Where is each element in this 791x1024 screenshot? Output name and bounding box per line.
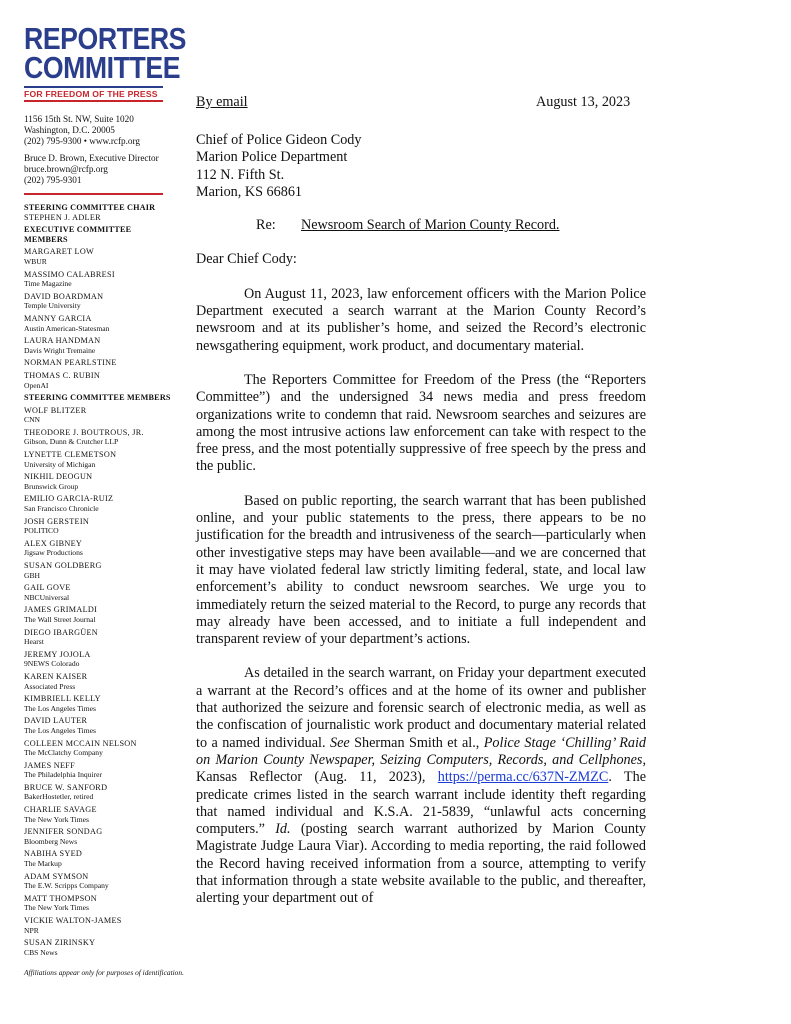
member-affiliation: Time Magazine <box>24 279 72 289</box>
member-name: DIEGO IBARGÜEN <box>24 627 99 637</box>
recipient-address <box>196 132 646 201</box>
director-contact <box>24 153 174 186</box>
committee-member <box>24 583 174 602</box>
article-title: Police Stage ‘Chilling’ Raid on Marion County Newspaper, Seizing Computers, Records, and Cellphones <box>196 734 646 768</box>
committee-member <box>24 472 174 491</box>
member-name: ADAM SYMSON <box>24 871 89 881</box>
member-name: DAVID BOARDMAN <box>24 291 104 301</box>
member-affiliation: NBCUniversal <box>24 592 70 602</box>
committee-member <box>24 336 174 355</box>
committee-member <box>24 450 174 469</box>
member-name: JAMES GRIMALDI <box>24 605 98 615</box>
logo-line-1: REPORTERS <box>24 21 187 56</box>
committee-member <box>24 827 174 846</box>
member-affiliation: Associated Press <box>24 681 76 691</box>
letter-body <box>196 94 646 908</box>
recipient-line: Chief of Police Gideon Cody <box>196 132 362 148</box>
committee-member <box>24 938 174 957</box>
text-run: (posting search warrant authorized by Marion County Magistrate Judge Laura Viar). According to media reporting, the raid followed the Record having received information from a source, attempting to verify that information through a state website available to the public, and thereafter, alerting your department out of <box>196 821 646 907</box>
committee-member <box>24 628 174 647</box>
member-affiliation: Bloomberg News <box>24 836 78 846</box>
member-name: MANNY GARCIA <box>24 313 92 323</box>
committee-member <box>24 517 174 536</box>
member-name: BRUCE W. SANFORD <box>24 782 108 792</box>
committee-member <box>24 561 174 580</box>
divider <box>24 193 163 195</box>
member-affiliation: CNN <box>24 415 41 425</box>
paragraph: On August 11, 2023, law enforcement officers with the Marion Police Department executed a search warrant at the Marion County Record’s newsroom and at its publisher’s home, and seized the Record’s electronic newsgathering equipment, work product, and documentary material. <box>196 285 646 354</box>
director-line: Bruce D. Brown, Executive Director <box>24 153 159 163</box>
steering-members-list <box>24 406 174 958</box>
member-affiliation: Temple University <box>24 301 81 311</box>
member-name: SUSAN GOLDBERG <box>24 561 102 570</box>
member-affiliation: Davis Wright Tremaine <box>24 345 96 355</box>
member-name: JENNIFER SONDAG <box>24 827 103 837</box>
director-line: bruce.brown@rcfp.org <box>24 164 108 174</box>
member-name: ALEX GIBNEY <box>24 538 83 548</box>
executive-members-list <box>24 247 174 390</box>
member-affiliation: University of Michigan <box>24 459 96 469</box>
steering-chair-heading: STEERING COMMITTEE CHAIR <box>24 203 156 212</box>
text-run: As detailed in the search warrant, on Friday your department executed a warrant at the Record’s offices and at the home of its owner and publisher that authorized the seizure and forensic search of electronic media, as well as the confiscation of journalistic work product and documentary material related to a named individual. <box>196 665 646 751</box>
member-name: MASSIMO CALABRESI <box>24 269 115 279</box>
member-affiliation: Gibson, Dunn & Crutcher LLP <box>24 437 119 447</box>
member-affiliation: WBUR <box>24 256 47 266</box>
logo-tagline: FOR FREEDOM OF THE PRESS <box>24 89 158 99</box>
address-line: (202) 795-9300 • www.rcfp.org <box>24 136 140 146</box>
member-affiliation: Brunswick Group <box>24 481 79 491</box>
member-affiliation: POLITICO <box>24 526 59 536</box>
member-affiliation: The McClatchy Company <box>24 748 103 758</box>
member-name: KAREN KAISER <box>24 671 88 681</box>
member-affiliation: The E.W. Scripps Company <box>24 881 109 891</box>
executive-heading: EXECUTIVE COMMITTEE MEMBERS <box>24 225 132 244</box>
steering-chair-name: STEPHEN J. ADLER <box>24 212 101 222</box>
member-affiliation: GBH <box>24 570 41 580</box>
steering-members-heading: STEERING COMMITTEE MEMBERS <box>24 393 171 403</box>
logo-tagline-bar <box>24 86 163 102</box>
citation-signal: See <box>329 734 350 751</box>
recipient-line: Marion Police Department <box>196 149 348 166</box>
rcfp-logo <box>24 21 187 102</box>
committee-member <box>24 371 174 390</box>
logo-line-2: COMMITTEE <box>24 50 181 85</box>
member-affiliation: OpenAI <box>24 380 49 390</box>
member-affiliation: 9NEWS Colorado <box>24 659 80 669</box>
committee-member <box>24 761 174 780</box>
member-name: THOMAS C. RUBIN <box>24 370 101 380</box>
citation-link[interactable]: https://perma.cc/637N-ZMZC <box>437 769 609 786</box>
org-address <box>24 114 174 147</box>
member-name: MATT THOMPSON <box>24 893 97 903</box>
member-name: GAIL GOVE <box>24 583 71 593</box>
paragraph <box>196 665 646 907</box>
text-run: , Kansas Reflector (Aug. 11, 2023), <box>196 751 646 786</box>
member-affiliation: The Wall Street Journal <box>24 614 96 624</box>
salutation: Dear Chief Cody: <box>196 251 297 268</box>
letter-header <box>196 94 646 112</box>
member-affiliation: The Los Angeles Times <box>24 725 96 735</box>
text-run: Sherman Smith et al., <box>349 734 484 751</box>
address-line: Washington, D.C. 20005 <box>24 125 115 135</box>
committee-member <box>24 805 174 824</box>
committee-member <box>24 916 174 935</box>
committee-member <box>24 849 174 868</box>
re-subject: Newsroom Search of Marion County Record. <box>301 217 560 234</box>
recipient-line: Marion, KS 66861 <box>196 183 303 200</box>
member-name: VICKIE WALTON-JAMES <box>24 916 122 925</box>
citation-signal: Id. <box>275 821 291 838</box>
committee-member <box>24 783 174 802</box>
committee-member <box>24 358 174 368</box>
member-name: JOSH GERSTEIN <box>24 516 90 526</box>
committee-member <box>24 247 174 266</box>
member-affiliation: The New York Times <box>24 814 89 824</box>
member-affiliation: The Markup <box>24 859 62 869</box>
address-line: 1156 15th St. NW, Suite 1020 <box>24 114 134 124</box>
committee-member <box>24 739 174 758</box>
member-name: JAMES NEFF <box>24 760 76 770</box>
member-name: NIKHIL DEOGUN <box>24 472 93 482</box>
committee-member <box>24 494 174 513</box>
member-name: MARGARET LOW <box>24 247 95 257</box>
delivery-method: By email <box>196 94 248 110</box>
re-line <box>196 217 646 234</box>
member-affiliation: The Philadelphia Inquirer <box>24 770 103 780</box>
committee-member <box>24 428 174 447</box>
member-affiliation: Austin American-Statesman <box>24 323 110 333</box>
member-name: NORMAN PEARLSTINE <box>24 358 117 368</box>
recipient-line: 112 N. Fifth St. <box>196 166 285 183</box>
member-affiliation: The Los Angeles Times <box>24 703 96 713</box>
committee-member <box>24 650 174 669</box>
member-affiliation: BakerHostetler, retired <box>24 792 94 802</box>
member-name: KIMBRIELL KELLY <box>24 694 101 704</box>
member-name: WOLF BLITZER <box>24 405 87 415</box>
committee-member <box>24 872 174 891</box>
member-affiliation: NPR <box>24 925 39 935</box>
member-name: LAURA HANDMAN <box>24 336 101 346</box>
member-name: CHARLIE SAVAGE <box>24 805 97 815</box>
member-name: LYNETTE CLEMETSON <box>24 450 117 460</box>
committee-member <box>24 270 174 289</box>
committee-member <box>24 406 174 425</box>
letterhead-sidebar <box>24 21 187 957</box>
member-name: COLLEEN MCCAIN NELSON <box>24 738 137 748</box>
committee-member <box>24 672 174 691</box>
disclaimer: Affiliations appear only for purposes of identification. <box>24 968 184 977</box>
committee-member <box>24 605 174 624</box>
paragraph: Based on public reporting, the search warrant that has been published online, and your public statements to the press, there appears to be no justification for the breadth and intrusiveness of the search—particularly when other investigative steps may have been available—and we are concerned that it may have violated federal law strictly limiting federal, state, and local law enforcement’s ability to conduct newsroom searches. We urge you to immediately return the seized material to the Record, to purge any records that may already have been accessed, and to initiate a full independent and transparent review of your department’s actions. <box>196 492 646 648</box>
committee-member <box>24 292 174 311</box>
committee-member <box>24 894 174 913</box>
member-affiliation: The New York Times <box>24 903 89 913</box>
committee-member <box>24 314 174 333</box>
member-affiliation: Jigsaw Productions <box>24 548 83 558</box>
member-affiliation: CBS News <box>24 947 58 957</box>
member-name: NABIHA SYED <box>24 849 83 859</box>
member-affiliation: San Francisco Chronicle <box>24 504 99 514</box>
paragraph: The Reporters Committee for Freedom of the Press (the “Reporters Committee”) and the undersigned 34 news media and press freedom organizations write to condemn that raid. Newsroom searches and seizures are among the most intrusive actions law enforcement can take with respect to the free press, and the most potentially suppressive of free speech by the press and the public. <box>196 371 646 475</box>
letter-date: August 13, 2023 <box>536 94 631 110</box>
member-affiliation: Hearst <box>24 637 44 647</box>
committee-member <box>24 539 174 558</box>
member-name: THEODORE J. BOUTROUS, JR. <box>24 427 144 437</box>
member-name: EMILIO GARCIA-RUIZ <box>24 494 114 504</box>
member-name: SUSAN ZIRINSKY <box>24 938 96 948</box>
member-name: DAVID LAUTER <box>24 716 88 726</box>
text-run: . The predicate crimes listed in the search warrant include identity theft regarding that named individual and K.S.A. 21-5839, “unlawful acts concerning computers.” <box>196 769 646 838</box>
member-name: JEREMY JOJOLA <box>24 649 91 659</box>
re-label: Re: <box>256 217 276 234</box>
committee-roster <box>24 203 174 957</box>
director-line: (202) 795-9301 <box>24 175 82 185</box>
committee-member <box>24 716 174 735</box>
committee-member <box>24 694 174 713</box>
